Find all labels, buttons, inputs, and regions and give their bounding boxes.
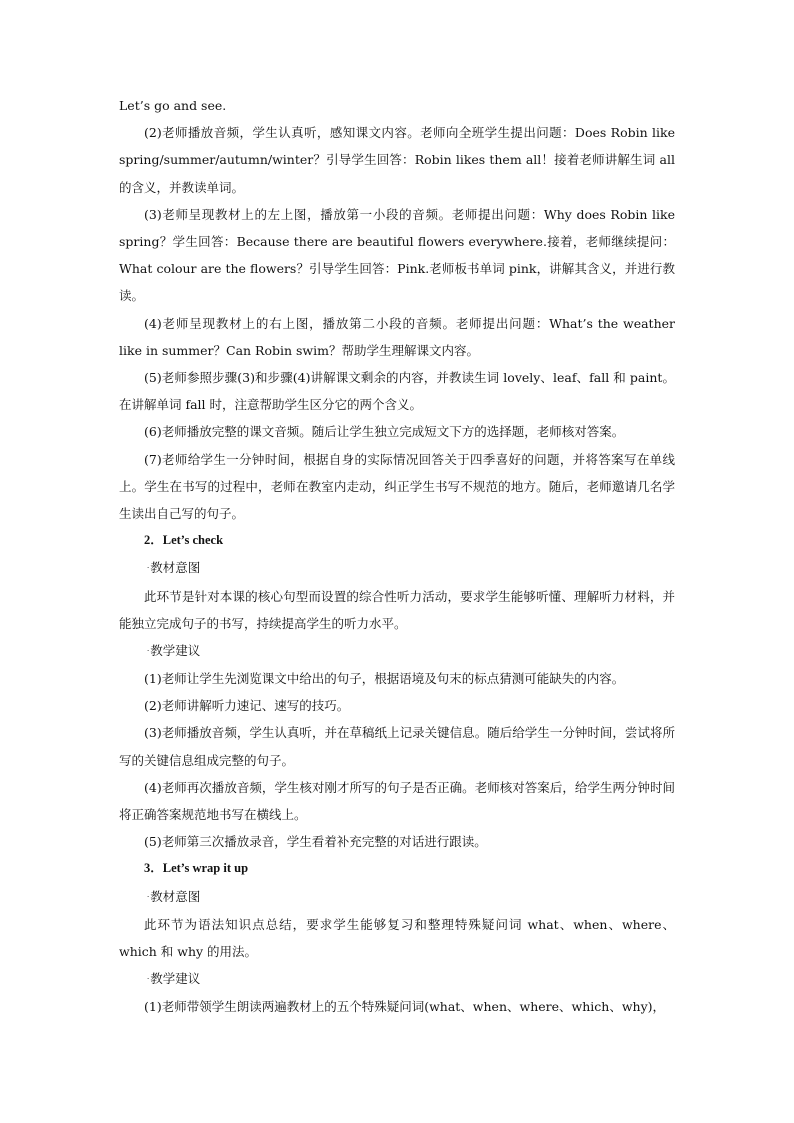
subsection-label — [119, 883, 675, 911]
body-paragraph: (5)老师参照步骤(3)和步骤(4)讲解课文剩余的内容，并教读生词 lovely、leaf、fall 和 paint。在讲解单词 fall 时，注意帮助学生区分它的两个含义。 — [119, 370, 675, 413]
subsection-label — [119, 554, 675, 582]
bullet-dot: · — [147, 892, 150, 901]
document-body — [119, 92, 675, 1020]
bullet-dot: · — [147, 975, 150, 984]
subsection-label-text: 教学建议 — [150, 642, 201, 658]
body-paragraph: (4)老师再次播放音频，学生核对刚才所写的句子是否正确。老师核对答案后，给学生两分钟时间将正确答案规范地书写在横线上。 — [119, 779, 675, 823]
bullet-dot: · — [147, 564, 150, 573]
subsection-label-text: 教材意图 — [150, 560, 201, 576]
body-paragraph: (2)老师讲解听力速记、速写的技巧。 — [144, 698, 350, 714]
body-paragraph: (3)老师呈现教材上的左上图，播放第一小段的音频。老师提出问题：Why does Robin like spring？学生回答：Because there are beautiful flowers everywhere.接着，老师继续提问：What colour are the flowers？引导学生回答：Pink.老师板书单词 pink，讲解其含义，并进行教读。 — [119, 206, 675, 304]
body-paragraph: (1)老师带领学生朗读两遍教材上的五个特殊疑问词(what、when、where、which、why)， — [144, 999, 666, 1015]
body-paragraph: (6)老师播放完整的课文音频。随后让学生独立完成短文下方的选择题，老师核对答案。 — [144, 424, 625, 440]
body-paragraph: (2)老师播放音频，学生认真听，感知课文内容。老师向全班学生提出问题：Does Robin like spring/summer/autumn/winter？引导学生回答：Robin likes them all！接着老师讲解生词 all 的含义，并教读单词。 — [119, 125, 675, 195]
body-paragraph: (1)老师让学生先浏览课文中给出的句子，根据语境及句末的标点猜测可能缺失的内容。 — [144, 671, 625, 687]
section-heading: 2．Let’s check — [144, 533, 224, 548]
body-paragraph: 此环节为语法知识点总结，要求学生能够复习和整理特殊疑问词 what、when、where、which 和 why 的用法。 — [119, 916, 675, 959]
body-paragraph: (5)老师第三次播放录音，学生看着补充完整的对话进行跟读。 — [144, 834, 487, 850]
body-paragraph: (3)老师播放音频，学生认真听，并在草稿纸上记录关键信息。随后给学生一分钟时间，尝试将所写的关键信息组成完整的句子。 — [119, 725, 675, 768]
body-paragraph: Let’s go and see. — [119, 98, 227, 113]
body-paragraph: (7)老师给学生一分钟时间，根据自身的实际情况回答关于四季喜好的问题，并将答案写在单线上。学生在书写的过程中，老师在教室内走动，纠正学生书写不规范的地方。随后，老师邀请几名学生读出自己写的句子。 — [119, 451, 675, 522]
subsection-label — [119, 965, 675, 993]
body-paragraph: 此环节是针对本课的核心句型而设置的综合性听力活动，要求学生能够听懂、理解听力材料，并能独立完成句子的书写，持续提高学生的听力水平。 — [119, 588, 675, 631]
subsection-label-text: 教学建议 — [150, 971, 201, 987]
bullet-dot: · — [147, 646, 150, 655]
section-heading: 3．Let’s wrap it up — [144, 861, 249, 876]
subsection-label-text: 教材意图 — [150, 888, 201, 904]
subsection-label — [119, 637, 675, 665]
body-paragraph: (4)老师呈现教材上的右上图，播放第二小段的音频。老师提出问题：What’s the weather like in summer？Can Robin swim？帮助学生理解课文内容。 — [119, 315, 675, 358]
